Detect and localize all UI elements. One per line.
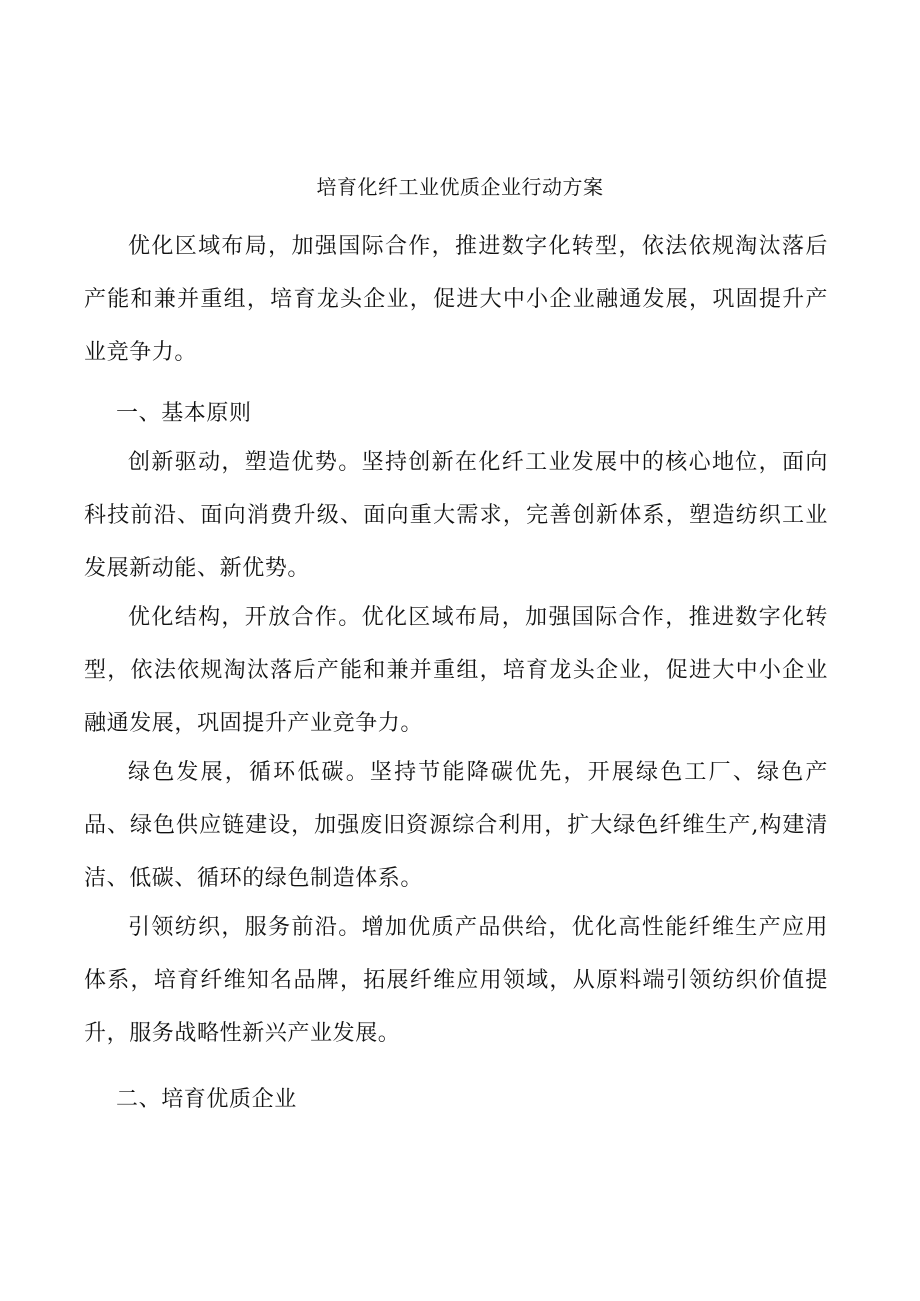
document-title: 培育化纤工业优质企业行动方案 — [316, 175, 604, 199]
principle-paragraph: 引领纺织，服务前沿。增加优质产品供给，优化高性能纤维生产应用体系，培育纤维知名品牌，拓展纤维应用领域，从原料端引领纺织价值提升，服务战略性新兴产业发展。 — [84, 915, 828, 1046]
principle-paragraph: 绿色发展，循环低碳。坚持节能降碳优先，开展绿色工厂、绿色产品、绿色供应链建设，加强废旧资源综合利用，扩大绿色纤维生产,构建清洁、低碳、循环的绿色制造体系。 — [84, 760, 828, 891]
section-heading-quality-enterprises: 二、培育优质企业 — [116, 1087, 297, 1112]
section-heading-principles: 一、基本原则 — [116, 401, 252, 426]
principle-paragraph: 优化结构，开放合作。优化区域布局，加强国际合作，推进数字化转型，依法依规淘汰落后产能和兼并重组，培育龙头企业，促进大中小企业融通发展，巩固提升产业竞争力。 — [84, 605, 828, 736]
intro-paragraph: 优化区域布局，加强国际合作，推进数字化转型，依法依规淘汰落后产能和兼并重组，培育龙头企业，促进大中小企业融通发展，巩固提升产业竞争力。 — [84, 234, 828, 365]
principle-paragraph: 创新驱动，塑造优势。坚持创新在化纤工业发展中的核心地位，面向科技前沿、面向消费升级、面向重大需求，完善创新体系，塑造纺织工业发展新动能、新优势。 — [84, 450, 828, 581]
